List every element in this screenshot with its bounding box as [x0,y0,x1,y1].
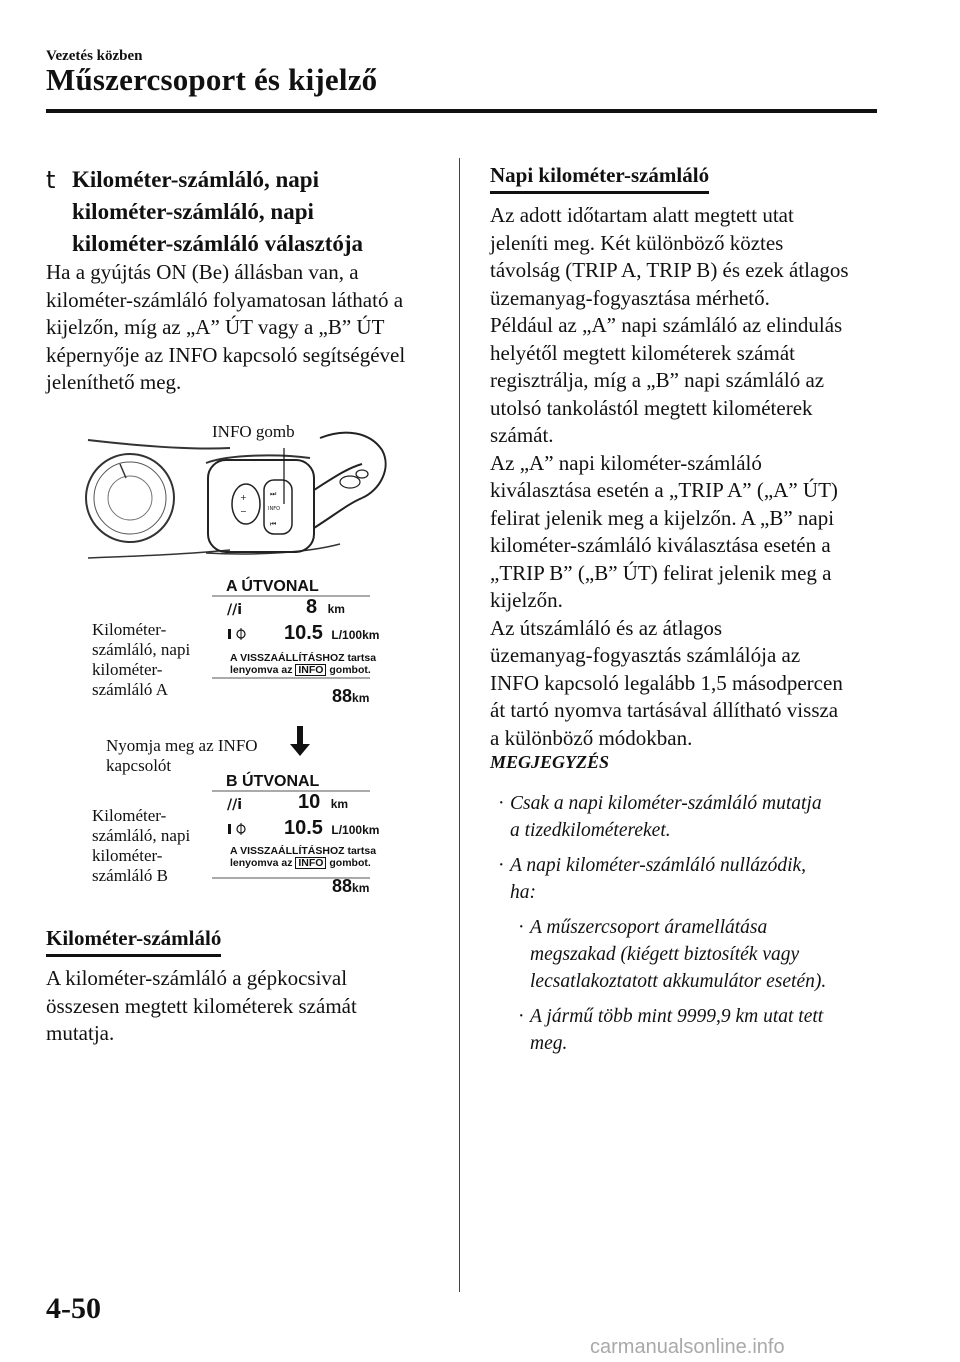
page-number: 4-50 [46,1292,101,1325]
heading-line: kilométer-számláló választója [72,231,364,256]
svg-text:−: − [240,507,247,516]
text-line: INFO kapcsoló legalább 1,5 másodpercen [490,670,843,695]
note-item: · Csak a napi kilométer-számláló mutatja a tizedkilométereket. [490,790,880,844]
wheel-button-label: INFO [268,506,281,512]
text-line: Az adott időtartam alatt megtett utat [490,203,794,227]
text-line: távolság (TRIP A, TRIP B) és ezek átlagos [490,258,849,282]
label-trip-a: Kilométer- számláló, napi kilométer- számláló A [92,620,191,699]
display-b-odometer: 88km [332,876,370,896]
label-trip-b: Kilométer- számláló, napi kilométer- számláló B [92,806,191,885]
display-a-trip: 8 km [306,596,345,618]
display-b-trip: 10 km [298,791,349,813]
odometer-heading: Kilométer-számláló [46,926,221,957]
note-heading: MEGJEGYZÉS [490,752,610,772]
text-line: regisztrálja, míg a „B” napi számláló az [490,368,825,392]
text-line: „TRIP B” („B” ÚT) felirat jelenik meg a [490,560,832,585]
page-title: Műszercsoport és kijelző [46,62,378,97]
display-b-consumption: 10.5 L/100km [284,817,380,839]
section-label: Vezetés közben [46,48,143,64]
trip-meter-heading: Napi kilométer-számláló [490,163,709,194]
text-line: kijelzőn. [490,588,563,612]
bullet-icon: · [518,1006,525,1027]
watermark: carmanualsonline.info [590,1336,785,1358]
trip-meter-paragraph [490,202,890,752]
bullet-icon: · [498,855,505,876]
text-line: utolsó tankolástól megtett kilométerek [490,395,813,420]
svg-text:+: + [240,493,247,502]
text-line: helyétől megtett kilométerek számát [490,340,795,365]
text-line: Például az „A” napi számláló az elindulás [490,313,843,337]
selector-icon: t [46,166,56,194]
note-item: · A napi kilométer-számláló nullázódik, ha: [490,852,880,906]
bullet-icon: · [498,793,505,814]
text-line: Ha a gyújtás ON (Be) állásban van, a [46,260,359,284]
selector-heading [72,164,452,260]
instrument-figure [80,418,460,898]
text-line: kijelzőn, míg az „A” ÚT vagy a „B” ÚT [46,315,385,339]
text-line: kilométer-számláló folyamatosan látható a [46,287,404,312]
text-line: kiválasztása esetén a „TRIP A” („A” ÚT) [490,478,838,502]
trip-icon: //i [227,797,243,813]
svg-text:⏭: ⏭ [270,490,277,498]
text-line: számát. [490,423,554,447]
text-line: képernyője az INFO kapcsoló segítségével [46,342,406,367]
text-line: át tartó nyomva tartásával állítható vissza [490,698,839,722]
bullet-icon: · [518,917,525,938]
text-line: üzemanyag-fogyasztás számlálója az [490,643,801,667]
note-subitem: · A műszercsoport áramellátása megszakad (kiégett biztosíték vagy lecsatlakoztatott akkumulátor esetén). [490,914,880,995]
heading-line: kilométer-számláló, napi [72,199,314,224]
display-b-title: B ÚTVONAL [226,773,320,790]
display-a-message: A VISSZAÁLLÍTÁSHOZ tartsa lenyomva az INFO gombot. [230,652,377,676]
text-line: kilométer-számláló kiválasztása esetén a [490,533,831,557]
header-rule [46,109,877,113]
trip-icon: //i [227,602,243,618]
text-line: A kilométer-számláló a gépkocsival [46,966,348,990]
fuel-icon [228,824,231,834]
svg-text:⏮: ⏮ [270,520,277,528]
text-line: összesen megtett kilométerek számát [46,993,357,1018]
text-line: jeleníti meg. Két különböző köztes [490,230,784,255]
press-info-label: Nyomja meg az INFO kapcsolót [106,736,258,775]
note-list [490,790,880,1065]
heading-line: Kilométer-számláló, napi [72,167,319,192]
text-line: Az útszámláló és az átlagos [490,615,723,640]
fuel-icon [228,629,231,639]
text-line: mutatja. [46,1021,115,1045]
text-line: felirat jelenik meg a kijelzőn. A „B” napi [490,505,835,530]
display-b-message: A VISSZAÁLLÍTÁSHOZ tartsa lenyomva az INFO gombot. [230,845,377,869]
odometer-paragraph [46,965,456,1048]
selector-paragraph [46,259,456,397]
display-a-consumption: 10.5 L/100km [284,622,380,644]
display-a-odometer: 88km [332,686,370,706]
text-line: üzemanyag-fogyasztása mérhető. [490,285,770,310]
text-line: jeleníthető meg. [46,370,182,394]
wheel-spoke-icon [208,460,314,552]
volume-button-icon [232,484,260,524]
display-a-title: A ÚTVONAL [226,578,319,595]
text-line: Az „A” napi kilométer-számláló [490,450,762,475]
info-gomb-label: INFO gomb [212,422,295,441]
note-subitem: · A jármű több mint 9999,9 km utat tett meg. [490,1003,880,1057]
gauge-icon [86,454,174,542]
text-line: a különböző módokban. [490,725,693,750]
